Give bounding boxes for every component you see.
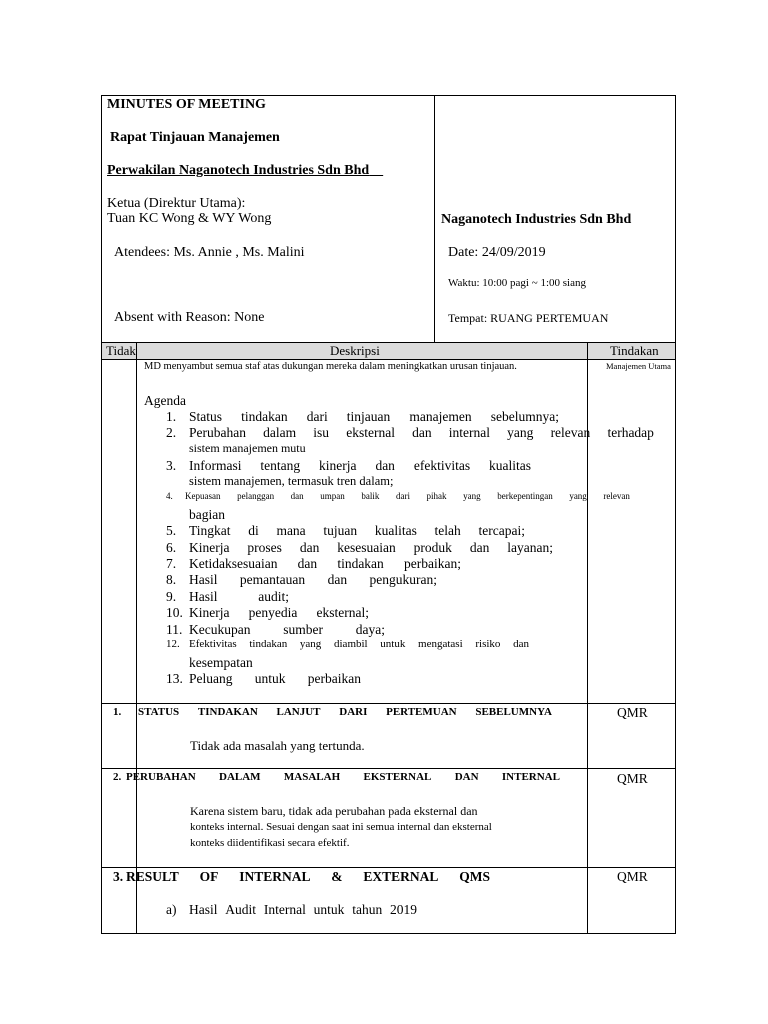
agenda-word: Kinerja (189, 605, 230, 620)
sub-item-word: tahun (352, 902, 383, 917)
agenda-title: Agenda (144, 393, 186, 408)
agenda-item-text (189, 409, 559, 425)
section-2-action: QMR (617, 771, 648, 786)
column-header-action: Tindakan (610, 343, 659, 358)
heading-word: DAN (454, 771, 479, 783)
agenda-word: Kinerja (189, 540, 230, 555)
section-1-body: Tidak ada masalah yang tertunda. (190, 738, 365, 753)
agenda-item-text (189, 605, 369, 621)
section-2-body-line-2: konteks internal. Sesuai dengan saat ini semua internal dan eksternal (190, 821, 492, 833)
row-line-header-bottom (101, 359, 676, 360)
agenda-word: Perubahan (189, 425, 246, 440)
document-title: MINUTES OF MEETING (107, 97, 266, 112)
agenda-word: daya; (355, 622, 385, 637)
agenda-word: Status (189, 409, 223, 424)
agenda-word: dari (395, 491, 410, 501)
table-header-background (101, 342, 675, 359)
agenda-item (166, 458, 531, 474)
agenda-word: dan (299, 540, 320, 555)
meeting-venue: Tempat: RUANG PERTEMUAN (448, 311, 609, 325)
agenda-word: eksternal; (316, 605, 369, 620)
agenda-word: Tingkat (189, 523, 231, 538)
agenda-item-number: 11. (166, 622, 183, 637)
heading-word: INTERNAL (501, 771, 560, 783)
agenda-item-number: 4. (166, 491, 173, 501)
agenda-word: proses (247, 540, 282, 555)
meeting-time: Waktu: 10:00 pagi ~ 1:00 siang (448, 277, 586, 289)
heading-word: TINDAKAN (197, 706, 258, 718)
agenda-word: tindakan (241, 409, 288, 424)
section-1-heading (138, 706, 552, 718)
agenda-word: telah (434, 523, 461, 538)
agenda-word: dan (469, 540, 490, 555)
agenda-word: yang (299, 638, 322, 650)
agenda-item-text (189, 572, 437, 588)
section-2-body-line-1: Karena sistem baru, tidak ada perubahan pada eksternal dan (190, 804, 478, 818)
border-left (101, 95, 102, 934)
agenda-item-text (189, 638, 529, 650)
heading-word: DARI (339, 706, 368, 718)
agenda-item (166, 572, 437, 588)
agenda-item-number: 10. (166, 605, 183, 620)
border-bottom (101, 933, 676, 934)
section-1-action: QMR (617, 705, 648, 720)
agenda-word: internal (448, 425, 490, 440)
agenda-word: Efektivitas (189, 638, 237, 650)
absent-with-reason: Absent with Reason: None (114, 310, 265, 325)
agenda-item-number: 3. (166, 458, 177, 473)
chair-names: Tuan KC Wong & WY Wong (107, 211, 272, 226)
agenda-item-continuation: sistem manajemen, termasuk tren dalam; (189, 474, 394, 488)
agenda-word: dan (513, 638, 529, 650)
border-top (101, 95, 676, 96)
agenda-item (166, 425, 654, 441)
agenda-word: eksternal (346, 425, 395, 440)
agenda-item-text (189, 589, 289, 605)
agenda-item (166, 622, 385, 638)
agenda-item-number: 6. (166, 540, 177, 555)
agenda-word: perbaikan; (403, 556, 461, 571)
agenda-word: yang (569, 491, 587, 501)
agenda-item-text (189, 671, 361, 687)
agenda-word: dari (306, 409, 328, 424)
agenda-word: sumber (283, 622, 323, 637)
meeting-subtitle: Rapat Tinjauan Manajemen (110, 130, 280, 145)
agenda-word: Informasi (189, 458, 242, 473)
agenda-word: pengukuran; (369, 572, 437, 587)
agenda-item-continuation: bagian (189, 507, 225, 522)
agenda-item-text (189, 523, 525, 539)
sub-item-word: Internal (263, 902, 306, 917)
heading-word: OF (199, 869, 219, 884)
agenda-item-text (185, 491, 630, 501)
agenda-word: kesesuaian (337, 540, 396, 555)
heading-word: DALAM (219, 771, 261, 783)
agenda-word: isu (313, 425, 330, 440)
agenda-word: Ketidaksesuaian (189, 556, 278, 571)
agenda-item (166, 409, 559, 425)
agenda-word: pemantauan (239, 572, 306, 587)
agenda-item-continuation: kesempatan (189, 655, 253, 670)
agenda-word: kinerja (319, 458, 357, 473)
agenda-item-number: 5. (166, 523, 177, 538)
row-line-header-top (101, 342, 676, 343)
heading-word: RESULT (126, 869, 179, 884)
agenda-word: manajemen (409, 409, 472, 424)
agenda-word: dan (412, 425, 432, 440)
agenda-item (166, 605, 369, 621)
agenda-word: untuk (380, 638, 406, 650)
col-line-no (136, 342, 137, 934)
agenda-word: perbaikan (307, 671, 361, 686)
agenda-word: tindakan (249, 638, 288, 650)
agenda-word: diambil (334, 638, 368, 650)
agenda-item-number: 8. (166, 572, 177, 587)
agenda-word: untuk (254, 671, 286, 686)
border-right (675, 95, 676, 934)
agenda-item-text (189, 556, 461, 572)
agenda-item (166, 523, 525, 539)
agenda-word: sebelumnya; (490, 409, 559, 424)
agenda-word: dan (375, 458, 395, 473)
agenda-word: dan (297, 556, 318, 571)
heading-word: EKSTERNAL (363, 771, 432, 783)
agenda-word: risiko (475, 638, 501, 650)
heading-word: & (331, 869, 343, 884)
agenda-word: mana (276, 523, 306, 538)
heading-word: EXTERNAL (363, 869, 439, 884)
section-3-sub-label: a) (166, 902, 177, 917)
agenda-item-number: 7. (166, 556, 177, 571)
agenda-word: penyedia (248, 605, 298, 620)
welcome-text: MD menyambut semua staf atas dukungan mereka dalam meningkatkan urusan tinjauan. (144, 361, 517, 372)
agenda-item-number: 9. (166, 589, 177, 604)
heading-word: QMS (459, 869, 490, 884)
agenda-word: tujuan (323, 523, 358, 538)
agenda-item (166, 540, 553, 556)
heading-word: MASALAH (283, 771, 341, 783)
agenda-word: Kepuasan (185, 491, 221, 501)
agenda-word: berkepentingan (497, 491, 553, 501)
agenda-word: dalam (263, 425, 297, 440)
column-header-description: Deskripsi (330, 343, 380, 358)
heading-word: LANJUT (276, 706, 321, 718)
agenda-word: di (248, 523, 259, 538)
agenda-word: relevan (550, 425, 591, 440)
agenda-word: balik (361, 491, 380, 501)
agenda-word: tindakan (337, 556, 384, 571)
agenda-item-number: 12. (166, 638, 180, 650)
agenda-item-text (189, 622, 385, 638)
agenda-word: audit; (258, 589, 289, 604)
row-line-3 (101, 867, 676, 868)
section-1-number: 1. (113, 706, 122, 718)
sub-item-word: Hasil (189, 902, 218, 917)
agenda-word: dan (290, 491, 304, 501)
agenda-word: umpan (320, 491, 345, 501)
agenda-item-number: 2. (166, 425, 177, 440)
agenda-item (166, 556, 461, 572)
attendees: Atendees: Ms. Annie , Ms. Malini (114, 245, 305, 260)
welcome-action: Manajemen Utama (606, 361, 671, 371)
agenda-word: tentang (260, 458, 301, 473)
chair-label: Ketua (Direktur Utama): (107, 196, 246, 211)
agenda-word: terhadap (607, 425, 654, 440)
agenda-item (166, 589, 289, 605)
agenda-word: dan (327, 572, 348, 587)
agenda-word: kualitas (488, 458, 531, 473)
sub-item-word: untuk (313, 902, 345, 917)
agenda-word: produk (413, 540, 452, 555)
section-3-number: 3. (113, 869, 124, 884)
agenda-word: mengatasi (418, 638, 463, 650)
agenda-word: Hasil (189, 572, 218, 587)
section-3-action: QMR (617, 869, 648, 884)
agenda-word: tercapai; (478, 523, 525, 538)
header-divider (434, 95, 435, 342)
row-line-1 (101, 703, 676, 704)
agenda-item-text (189, 425, 654, 441)
section-2-number: 2. (113, 771, 122, 783)
heading-word: STATUS (138, 706, 180, 718)
agenda-item (166, 638, 529, 650)
sub-item-word: Audit (225, 902, 257, 917)
heading-word: PERTEMUAN (386, 706, 457, 718)
agenda-word: efektivitas (413, 458, 471, 473)
agenda-word: Peluang (189, 671, 233, 686)
sub-item-word: 2019 (390, 902, 417, 917)
agenda-item-number: 1. (166, 409, 177, 424)
agenda-word: Kecukupan (189, 622, 251, 637)
column-header-no: Tidak (106, 343, 136, 358)
agenda-item (166, 491, 630, 501)
section-2-body-line-3: konteks diidentifikasi secara efektif. (190, 837, 350, 849)
representative: Perwakilan Naganotech Industries Sdn Bhd (107, 163, 370, 178)
agenda-word: pihak (426, 491, 447, 501)
agenda-word: relevan (603, 491, 630, 501)
row-line-2 (101, 768, 676, 769)
agenda-item (166, 671, 361, 687)
company-name: Naganotech Industries Sdn Bhd (441, 212, 632, 227)
heading-word: INTERNAL (239, 869, 311, 884)
agenda-word: layanan; (507, 540, 553, 555)
heading-word: SEBELUMNYA (475, 706, 552, 718)
section-2-heading (126, 771, 560, 783)
agenda-word: kualitas (374, 523, 417, 538)
agenda-word: yang (463, 491, 481, 501)
meeting-date: Date: 24/09/2019 (448, 245, 546, 260)
agenda-item-continuation: sistem manajemen mutu (189, 441, 306, 455)
agenda-word: yang (507, 425, 534, 440)
agenda-item-text (189, 540, 553, 556)
heading-word: PERUBAHAN (126, 771, 196, 783)
agenda-item-text (189, 458, 531, 474)
agenda-item-number: 13. (166, 671, 183, 686)
section-3-sub-item (189, 902, 417, 918)
section-3-heading (126, 869, 490, 885)
agenda-word: tinjauan (346, 409, 391, 424)
agenda-word: pelanggan (237, 491, 275, 501)
agenda-word: Hasil (189, 589, 218, 604)
